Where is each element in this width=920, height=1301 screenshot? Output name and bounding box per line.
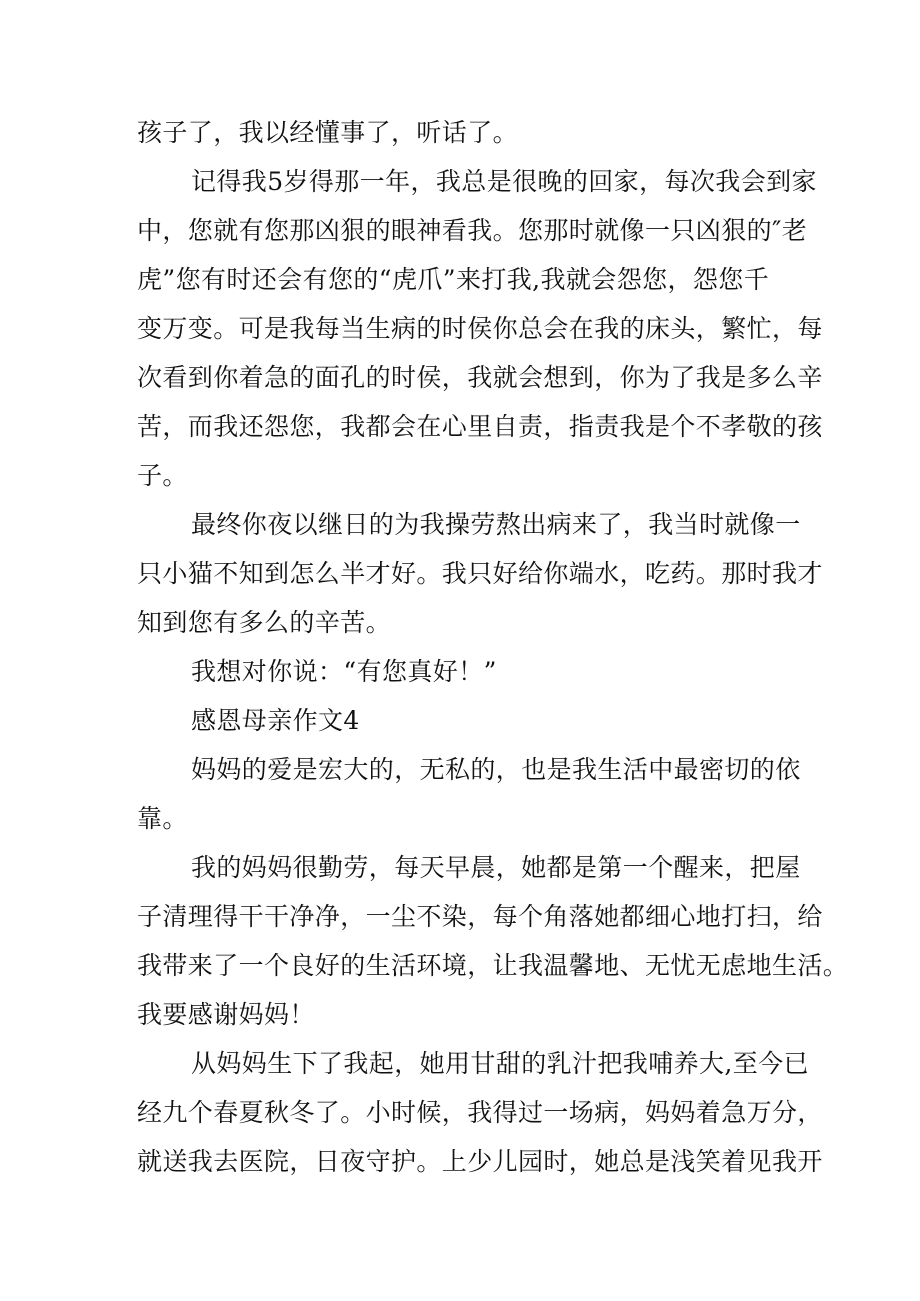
text-line: 我要感谢妈妈！: [137, 1000, 315, 1029]
section-heading: 感恩母亲作文4: [191, 706, 360, 735]
text-line: 记得我5岁得那一年，我总是很晚的回家，每次我会到家: [191, 167, 817, 196]
text-line: 最终你夜以继日的为我操劳熬出病来了，我当时就像一: [191, 510, 801, 539]
text-line: 子。: [137, 461, 188, 490]
text-line: 妈妈的爱是宏大的，无私的，也是我生活中最密切的依: [191, 755, 801, 784]
text-line: 经九个春夏秋冬了。小时候，我得过一场病，妈妈着急万分，: [137, 1098, 823, 1127]
document-body: [137, 108, 849, 1186]
text-line: 从妈妈生下了我起，她用甘甜的乳汁把我哺养大,至今已: [191, 1049, 809, 1078]
text-line: 中，您就有您那凶狠的眼神看我。您那时就像一只凶狠的″老: [137, 216, 808, 245]
text-line: 苦，而我还怨您，我都会在心里自责，指责我是个不孝敬的孩: [137, 412, 823, 441]
text-line: 我的妈妈很勤劳，每天早晨，她都是第一个醒来，把屋: [191, 853, 801, 882]
text-line: 就送我去医院，日夜守护。上少儿园时，她总是浅笑着见我开: [137, 1147, 823, 1176]
text-line: 我带来了一个良好的生活环境，让我温馨地、无忧无虑地生活。: [137, 951, 849, 980]
text-line: 只小猫不知到怎么半才好。我只好给你端水，吃药。那时我才: [137, 559, 823, 588]
text-line: 变万变。可是我每当生病的时侯你总会在我的床头，繁忙，每: [137, 314, 823, 343]
text-line: 知到您有多么的辛苦。: [137, 608, 392, 637]
text-line: 靠。: [137, 804, 188, 833]
text-line: 孩子了，我以经懂事了，听话了。: [137, 118, 519, 147]
text-line: 子清理得干干净净，一尘不染，每个角落她都细心地打扫，给: [137, 902, 823, 931]
text-line: 次看到你着急的面孔的时侯，我就会想到，你为了我是多么辛: [137, 363, 823, 392]
text-line: 我想对你说：“有您真好！”: [191, 657, 497, 686]
text-line: 虎”您有时还会有您的“虎爪”来打我,我就会怨您，怨您千: [137, 265, 770, 294]
